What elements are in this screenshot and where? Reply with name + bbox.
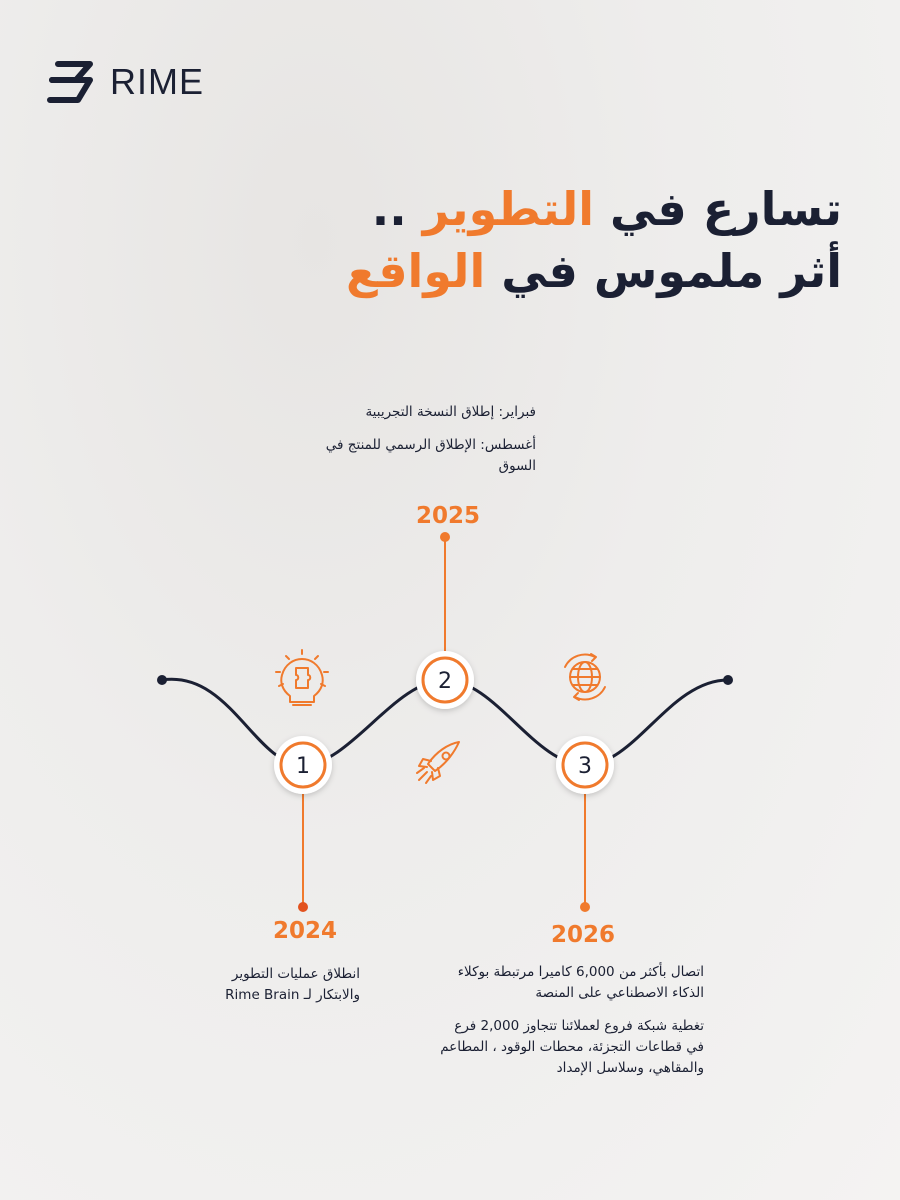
milestone-node-3 (556, 736, 614, 794)
milestone-2024-notes (210, 964, 360, 1018)
headline-line2-accent: الواقع (346, 244, 486, 298)
brand-name: RIME (110, 61, 204, 102)
milestone-number-1: 1 (296, 754, 310, 779)
note-2025-aug: أغسطس: الإطلاق الرسمي للمنتج في السوق (325, 437, 536, 474)
globe-icon (565, 654, 605, 700)
note-2024-launch: انطلاق عمليات التطوير والابتكار لـ Rime Brain (225, 966, 360, 1003)
note-2025-feb: فبراير: إطلاق النسخة التجريبية (365, 404, 536, 420)
milestone-number-3: 3 (578, 754, 592, 779)
milestone-node-1 (274, 736, 332, 794)
milestone-2025-notes (311, 402, 536, 489)
milestone-node-2 (416, 651, 474, 709)
headline-line2-text: أثر ملموس في (485, 244, 842, 298)
milestone-number-2: 2 (438, 669, 452, 694)
milestone-2026-notes (434, 962, 704, 1091)
timeline-end-dot (723, 675, 733, 685)
year-2025: 2025 (416, 503, 481, 529)
note-2026-cameras: اتصال بأكثر من 6,000 كاميرا مرتبطة بوكلاء الذكاء الاصطناعي على المنصة (457, 964, 704, 1001)
lightbulb-puzzle-icon (276, 650, 328, 705)
stem-2026-dot (580, 902, 590, 912)
headline-line1-text: تسارع في (594, 182, 842, 236)
stem-2025-dot (440, 532, 450, 542)
headline-line1-dots: .. (371, 182, 423, 236)
note-2026-branches: تغطية شبكة فروع لعملائنا تتجاوز 2,000 فرع في قطاعات التجزئة، محطات الوقود ، المطاعم والمقاهي، وسلاسل الإمداد (440, 1018, 704, 1076)
rocket-icon (417, 742, 459, 783)
stem-2024-dot (298, 902, 308, 912)
year-2026: 2026 (551, 922, 616, 948)
timeline-start-dot (157, 675, 167, 685)
year-2024: 2024 (273, 918, 338, 944)
headline-line1-accent: التطوير (422, 182, 595, 236)
